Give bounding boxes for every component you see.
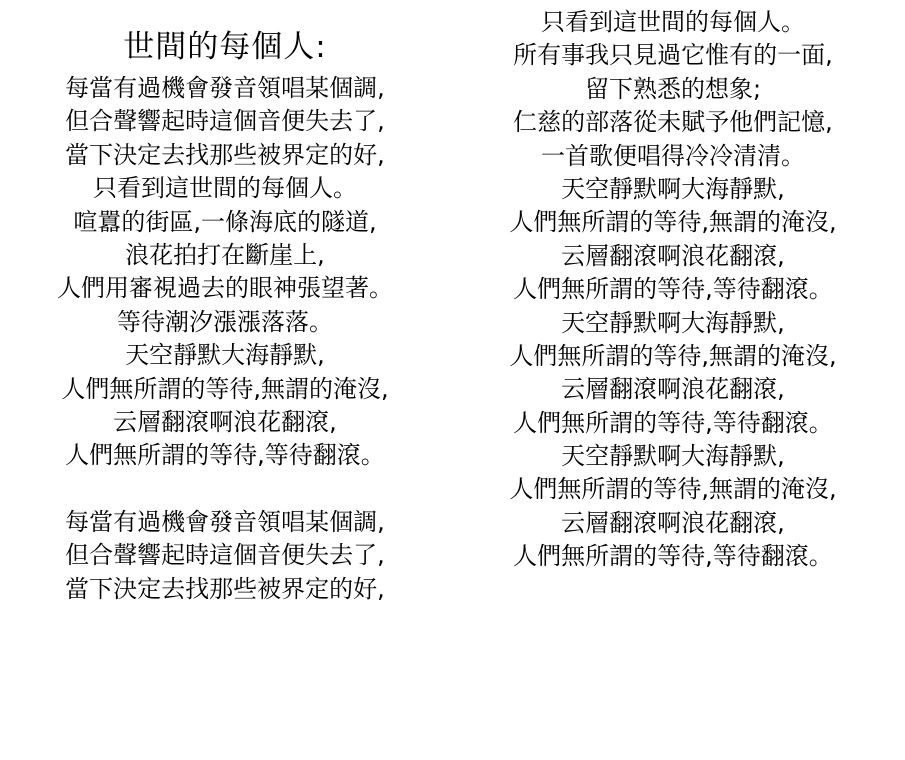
lyric-line: 仁慈的部落從未賦予他們記憶, [513,108,833,137]
lyric-line: 一首歌便唱得冷冷清清。 [541,141,805,170]
lyric-line: 但合聲響起時這個音便失去了, [65,541,385,570]
lyric-line: 只看到這世間的每個人。 [541,8,805,36]
lyric-line: 天空靜默啊大海靜默, [561,308,785,337]
lyric-line: 人們無所謂的等待,等待翻滾。 [513,275,833,304]
lyric-line: 云層翻滾啊浪花翻滾, [561,508,785,537]
stanza-break [0,473,450,506]
lyric-line: 喧囂的街區,一條海底的隧道, [73,207,377,236]
poem-title: 世間的每個人: [123,29,327,65]
lyric-line: 人們無所謂的等待,等待翻滾。 [65,441,385,470]
lyric-line: 等待潮汐漲漲落落。 [117,307,333,336]
lyric-line: 但合聲響起時這個音便失去了, [65,107,385,136]
lyric-line: 人們無所謂的等待,無謂的淹沒, [509,341,837,370]
lyric-line: 人們無所謂的等待,等待翻滾。 [513,408,833,437]
lyric-line: 當下決定去找那些被界定的好, [65,574,385,603]
lyric-line: 每當有過機會發音領唱某個調, [65,508,385,537]
lyric-line: 云層翻滾啊浪花翻滾, [561,375,785,404]
lyric-line: 留下熟悉的想象; [584,74,762,103]
lyric-line: 天空靜默啊大海靜默, [561,442,785,471]
lyric-line: 所有事我只見過它惟有的一面, [513,41,833,70]
left-lyrics [0,72,450,606]
lyric-line: 天空靜默啊大海靜默, [561,174,785,203]
left-column [0,0,450,606]
lyric-line: 浪花拍打在斷崖上, [125,240,325,269]
lyric-line: 人們無所謂的等待,無謂的淹沒, [61,374,389,403]
lyric-line: 人們無所謂的等待,無謂的淹沒, [509,208,837,237]
lyric-line: 人們無所謂的等待,無謂的淹沒, [509,475,837,504]
lyric-line: 云層翻滾啊浪花翻滾, [561,241,785,270]
lyric-line: 天空靜默大海靜默, [125,341,325,370]
lyric-line: 只看到這世間的每個人。 [93,174,357,203]
right-lyrics [448,6,898,574]
lyric-line: 當下決定去找那些被界定的好, [65,140,385,169]
lyric-line: 每當有過機會發音領唱某個調, [65,74,385,102]
lyric-line: 人們用審視過去的眼神張望著。 [57,274,393,303]
lyric-line: 人們無所謂的等待,等待翻滾。 [513,542,833,571]
right-column [448,0,898,574]
lyric-line: 云層翻滾啊浪花翻滾, [113,407,337,436]
